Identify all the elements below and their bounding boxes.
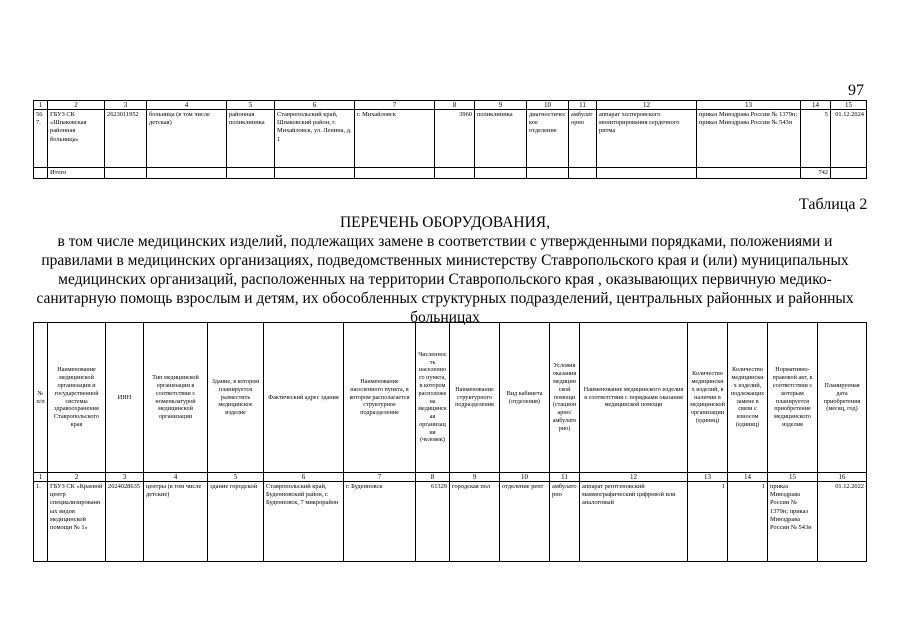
- col-number: 6: [264, 473, 344, 482]
- col-number: 2: [48, 473, 106, 482]
- col-number: 14: [728, 473, 768, 482]
- document-title: ПЕРЕЧЕНЬ ОБОРУДОВАНИЯ,: [339, 214, 550, 231]
- cell-locality: г. Михайловск: [355, 110, 435, 168]
- cell-subdivision: поликлиника: [475, 110, 527, 168]
- table1-column-numbers: [34, 101, 867, 110]
- header-cell: Наименование населенного пункта, в котором располагается структурное подразделение: [344, 323, 416, 473]
- cell-inn: 2624028635: [106, 482, 144, 562]
- header-cell: Здание, в котором планируется разместить медицинское изделие: [208, 323, 264, 473]
- cell-address: Ставропольский край, Буденновский район, г. Буденновск, 7 микрорайон: [264, 482, 344, 562]
- cell-population: 61329: [416, 482, 450, 562]
- col-number: 11: [550, 473, 580, 482]
- col-number: 3: [106, 473, 144, 482]
- total-label: Итого: [48, 168, 105, 179]
- cell-date: 01.12.2024: [831, 110, 867, 168]
- cell-locality: г. Буденновск: [344, 482, 416, 562]
- cell-number: 1.: [34, 482, 48, 562]
- col-number: 7: [344, 473, 416, 482]
- header-cell: Планируемая дата приобретения (месяц, год): [818, 323, 867, 473]
- col-number: 10: [527, 101, 569, 110]
- col-number: 9: [450, 473, 500, 482]
- col-number: 8: [435, 101, 475, 110]
- header-cell: Количество медицинских изделий, подлежащих замене в связи с износом (единиц): [728, 323, 768, 473]
- cell-org-type: больница (в том числе детская): [147, 110, 227, 168]
- col-number: 6: [275, 101, 355, 110]
- cell-regulation: приказ Минздрава России № 1379н; приказ Минздрава России № 543н: [768, 482, 818, 562]
- header-cell: Нормативно-правовой акт, в соответствии с которым планируется приобретение медицинского изделия: [768, 323, 818, 473]
- col-number: 1: [34, 101, 48, 110]
- table-row: [34, 482, 867, 562]
- table2-column-numbers: [34, 473, 867, 482]
- cell-conditions: амбулаторно: [569, 110, 597, 168]
- cell-room-type: отделение рент: [500, 482, 550, 562]
- col-number: 5: [227, 101, 275, 110]
- header-cell: Наименование медицинского изделия в соответствии с порядками оказания медицинской помощи: [580, 323, 688, 473]
- header-cell: Вид кабинета (отделения): [500, 323, 550, 473]
- table-header-row: [34, 323, 867, 473]
- col-number: 13: [697, 101, 801, 110]
- col-number: 2: [48, 101, 105, 110]
- cell-quantity-available: 1: [688, 482, 728, 562]
- col-number: 7: [355, 101, 435, 110]
- col-number: 14: [801, 101, 831, 110]
- col-number: 4: [144, 473, 208, 482]
- cell-quantity-replace: 1: [728, 482, 768, 562]
- col-number: 9: [475, 101, 527, 110]
- cell-quantity: 5: [801, 110, 831, 168]
- col-number: 12: [580, 473, 688, 482]
- col-number: 10: [500, 473, 550, 482]
- cell-device: аппарат холтеровского мониторирования сердечного ритма: [597, 110, 697, 168]
- header-cell: Количество медицинских изделий, в наличии в медицинской организации (единиц): [688, 323, 728, 473]
- table-total-row: [34, 168, 867, 179]
- col-number: 1: [34, 473, 48, 482]
- cell-room-type: диагностическое отделение: [527, 110, 569, 168]
- cell-organization: ГБУЗ СК «Краевой центр специализированных видов медицинской помощи № 1»: [48, 482, 106, 562]
- col-number: 15: [768, 473, 818, 482]
- cell-population: 3960: [435, 110, 475, 168]
- col-number: 5: [208, 473, 264, 482]
- page-number: 97: [848, 82, 864, 99]
- col-number: 16: [818, 473, 867, 482]
- equipment-table: [33, 322, 867, 562]
- header-cell: ИНН: [106, 323, 144, 473]
- col-number: 4: [147, 101, 227, 110]
- cell-number: 567.: [34, 110, 48, 168]
- header-cell: № п/п: [34, 323, 48, 473]
- cell-building: районная поликлиника: [227, 110, 275, 168]
- cell-regulation: приказ Минздрава России № 1379н; приказ Минздрава России № 543н: [697, 110, 801, 168]
- cell-organization: ГБУЗ СК «Шпаковская районная больница»: [48, 110, 105, 168]
- table-caption: Таблица 2: [799, 196, 868, 213]
- col-number: 3: [105, 101, 147, 110]
- cell-org-type: центры (в том числе детские): [144, 482, 208, 562]
- cell-device: аппарат рентгеновский маммографический цифровой или аналоговый: [580, 482, 688, 562]
- document-subtitle: в том числе медицинских изделий, подлежащих замене в соответствии с утвержденными порядками, положениями и правилами в медицинских организациях, подведомственных министерству Ставропольского края и (или) муниципальных медицинских организаций, расположенных на территории Ставропольского края , оказывающих первичную медико-санитарную помощь взрослым и детям, их обособленных структурных подразделений, центральных районных и районных больницах: [36, 233, 854, 326]
- col-number: 13: [688, 473, 728, 482]
- cell-inn: 2623011952: [105, 110, 147, 168]
- cell-conditions: амбулаторно: [550, 482, 580, 562]
- header-cell: Наименование медицинской организации и государственной системы здравоохранения Ставропольского края: [48, 323, 106, 473]
- total-value: 742: [801, 168, 831, 179]
- header-cell: Наименование структурного подразделения: [450, 323, 500, 473]
- cell-date: 01.12.2022: [818, 482, 867, 562]
- col-number: 12: [597, 101, 697, 110]
- equipment-table-continued: [33, 100, 867, 179]
- cell-subdivision: городская пол: [450, 482, 500, 562]
- header-cell: Условия оказания медицинской помощи (стационарно/амбулаторно): [550, 323, 580, 473]
- table-row: [34, 110, 867, 168]
- col-number: 15: [831, 101, 867, 110]
- cell-building: здание городской: [208, 482, 264, 562]
- cell-address: Ставропольский край, Шпаковский район, г. Михайловск, ул. Ленина, д. 1: [275, 110, 355, 168]
- col-number: 11: [569, 101, 597, 110]
- header-cell: Фактический адрес здания: [264, 323, 344, 473]
- header-cell: Тип медицинской организации в соответствии с номенклатурой медицинской организации: [144, 323, 208, 473]
- header-cell: Численность населенного пункта, в котором расположена медицинская организация (человек): [416, 323, 450, 473]
- col-number: 8: [416, 473, 450, 482]
